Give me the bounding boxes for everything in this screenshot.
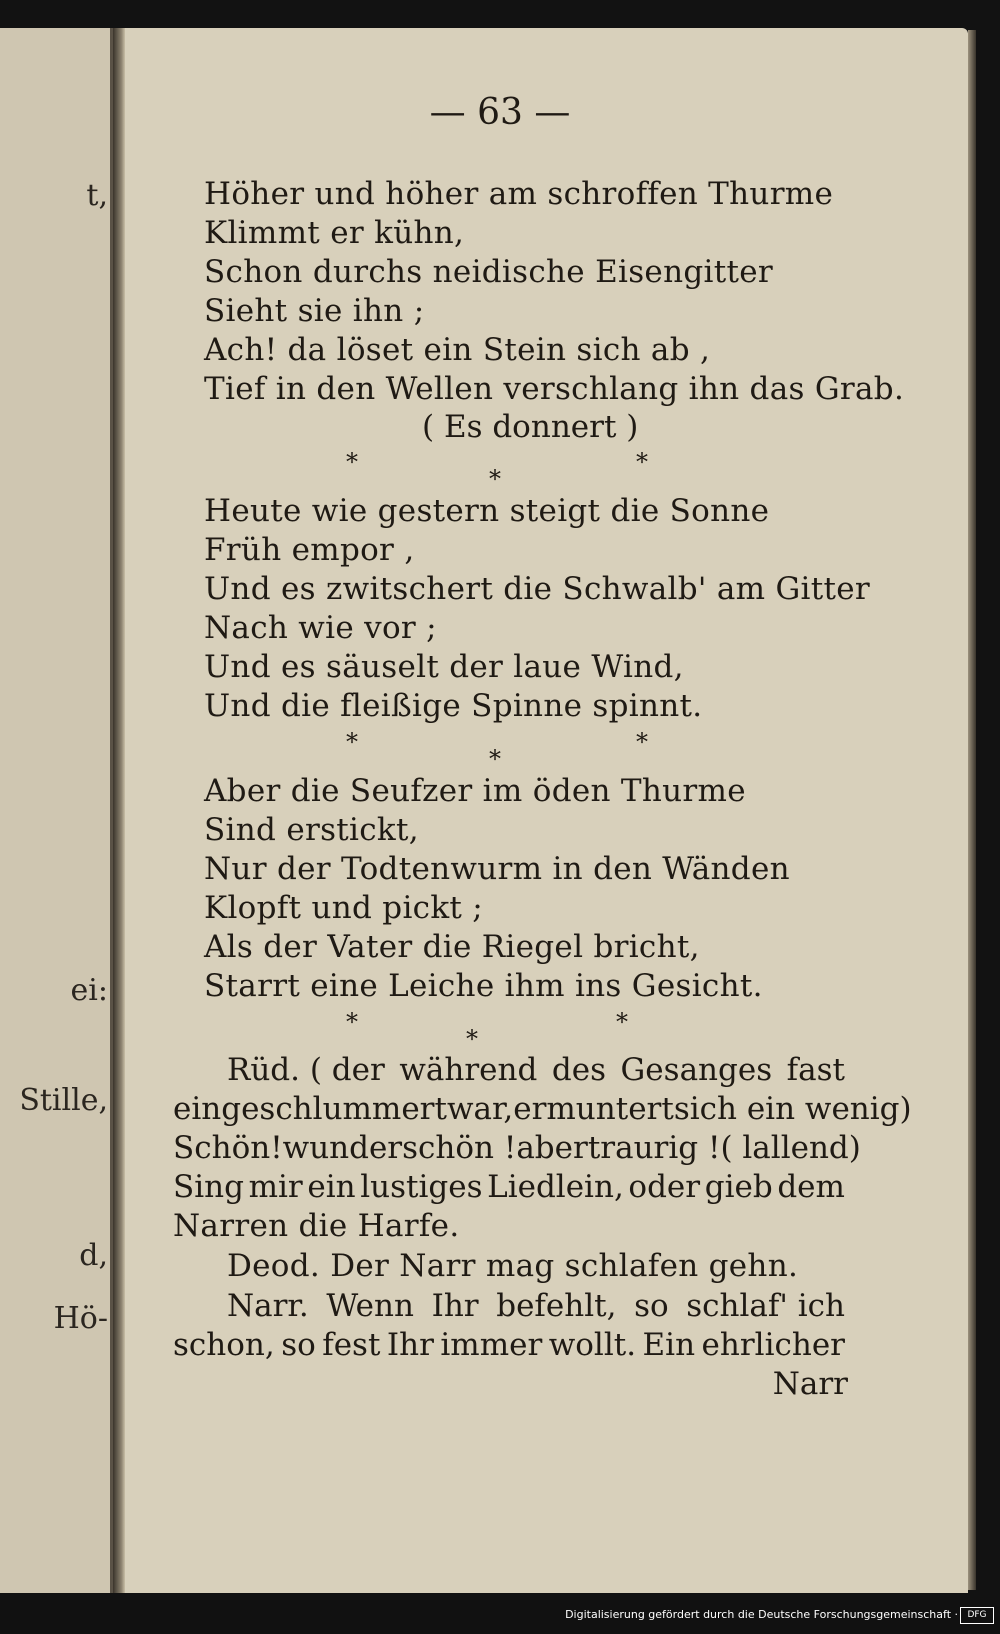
word: während	[399, 1052, 538, 1088]
word: war,	[446, 1091, 514, 1127]
left-fragment: Stille,	[19, 1083, 108, 1118]
word: befehlt,	[496, 1288, 617, 1324]
word: dem	[777, 1169, 845, 1205]
verse-line: Schon durchs neidische Eisengitter	[204, 254, 773, 290]
prose-line-rud-2	[173, 1091, 912, 1127]
prose-line-rud-5: Narren die Harfe.	[173, 1208, 460, 1244]
word: ein	[307, 1169, 356, 1205]
asterism-star: *	[346, 728, 358, 756]
word: Wenn	[326, 1288, 414, 1324]
verse-line: Und es zwitschert die Schwalb' am Gitter	[204, 571, 871, 607]
verse-line: Ach! da löset ein Stein sich ab ,	[204, 332, 711, 368]
verse-line: Früh empor ,	[204, 532, 415, 568]
word: wollt.	[548, 1327, 637, 1363]
word: fest	[322, 1327, 381, 1363]
verse-line: Tief in den Wellen verschlang ihn das Grab.	[204, 371, 905, 407]
word: oder	[628, 1169, 701, 1205]
word: Liedlein,	[487, 1169, 624, 1205]
verse-line: Klimmt er kühn,	[204, 215, 465, 251]
word: so	[281, 1327, 316, 1363]
word: sich ein wenig)	[673, 1091, 912, 1127]
verse-line: Und es säuselt der laue Wind,	[204, 649, 684, 685]
word: fast	[786, 1052, 845, 1088]
page-number: — 63 —	[429, 92, 571, 133]
word: schlaf' ich	[686, 1288, 845, 1324]
prose-line-narr-2	[173, 1327, 845, 1363]
prose-line-narr-1	[227, 1288, 845, 1324]
word: Sing	[173, 1169, 244, 1205]
dfg-logo: DFG	[960, 1607, 994, 1624]
verse-line: Sind erstickt,	[204, 812, 419, 848]
verse-line: Und die fleißige Spinne spinnt.	[204, 688, 703, 724]
asterism-star: *	[636, 728, 648, 756]
word: lustiges	[360, 1169, 483, 1205]
prose-line-rud-4	[173, 1169, 845, 1205]
word: Ihr	[431, 1288, 479, 1324]
word: traurig !	[587, 1130, 721, 1166]
verse-line: Nur der Todtenwurm in den Wänden	[204, 851, 790, 887]
asterism-star: *	[616, 1008, 628, 1036]
prose-line-deod: Deod. Der Narr mag schlafen gehn.	[227, 1248, 799, 1284]
asterism-star: *	[466, 1025, 478, 1053]
word: Schön!	[173, 1130, 283, 1166]
left-fragment: Hö-	[53, 1301, 108, 1336]
word: Gesanges	[620, 1052, 773, 1088]
word: mir	[248, 1169, 303, 1205]
verse-line: Als der Vater die Riegel bricht,	[204, 929, 700, 965]
word: wunderschön !	[282, 1130, 517, 1166]
verse-line: Höher und höher am schroffen Thurme	[204, 176, 834, 212]
verse-line: Aber die Seufzer im öden Thurme	[204, 773, 746, 809]
word: immer	[440, 1327, 543, 1363]
word: Ein	[642, 1327, 696, 1363]
asterism-star: *	[489, 745, 501, 773]
word: des	[551, 1052, 606, 1088]
word: ehrlicher	[701, 1327, 845, 1363]
word: ( lallend)	[720, 1130, 861, 1166]
footer-bar	[0, 1600, 1000, 1634]
facing-page-left	[0, 28, 113, 1593]
verse-line: Starrt eine Leiche ihm ins Gesicht.	[204, 968, 763, 1004]
asterism-star: *	[346, 448, 358, 476]
verse-line: Heute wie gestern steigt die Sonne	[204, 493, 770, 529]
word: ermuntert	[513, 1091, 674, 1127]
verse-line: Nach wie vor ;	[204, 610, 437, 646]
asterism-star: *	[346, 1008, 358, 1036]
prose-line-rud-3	[173, 1130, 861, 1166]
word: so	[634, 1288, 669, 1324]
word: aber	[516, 1130, 588, 1166]
word: eingeschlummert	[173, 1091, 447, 1127]
asterism-star: *	[489, 465, 501, 493]
word: schon,	[173, 1327, 275, 1363]
verse-line: Sieht sie ihn ;	[204, 293, 425, 329]
left-fragment: d,	[79, 1238, 108, 1273]
prose-line-rud-1	[227, 1052, 845, 1088]
book-gutter	[113, 28, 125, 1593]
word: gieb	[704, 1169, 773, 1205]
word: Narr.	[227, 1288, 309, 1324]
left-fragment: t,	[86, 178, 108, 213]
funding-notice: Digitalisierung gefördert durch die Deutsche Forschungsgemeinschaft ·	[565, 1608, 958, 1621]
stage-direction: ( Es donnert )	[422, 409, 639, 445]
asterism-star: *	[636, 448, 648, 476]
page-edge	[968, 30, 976, 1590]
word: Ihr	[386, 1327, 434, 1363]
left-fragment: ei:	[70, 973, 108, 1008]
verse-line: Klopft und pickt ;	[204, 890, 484, 926]
word: Rüd. ( der	[227, 1052, 385, 1088]
catchword: Narr	[772, 1366, 848, 1402]
